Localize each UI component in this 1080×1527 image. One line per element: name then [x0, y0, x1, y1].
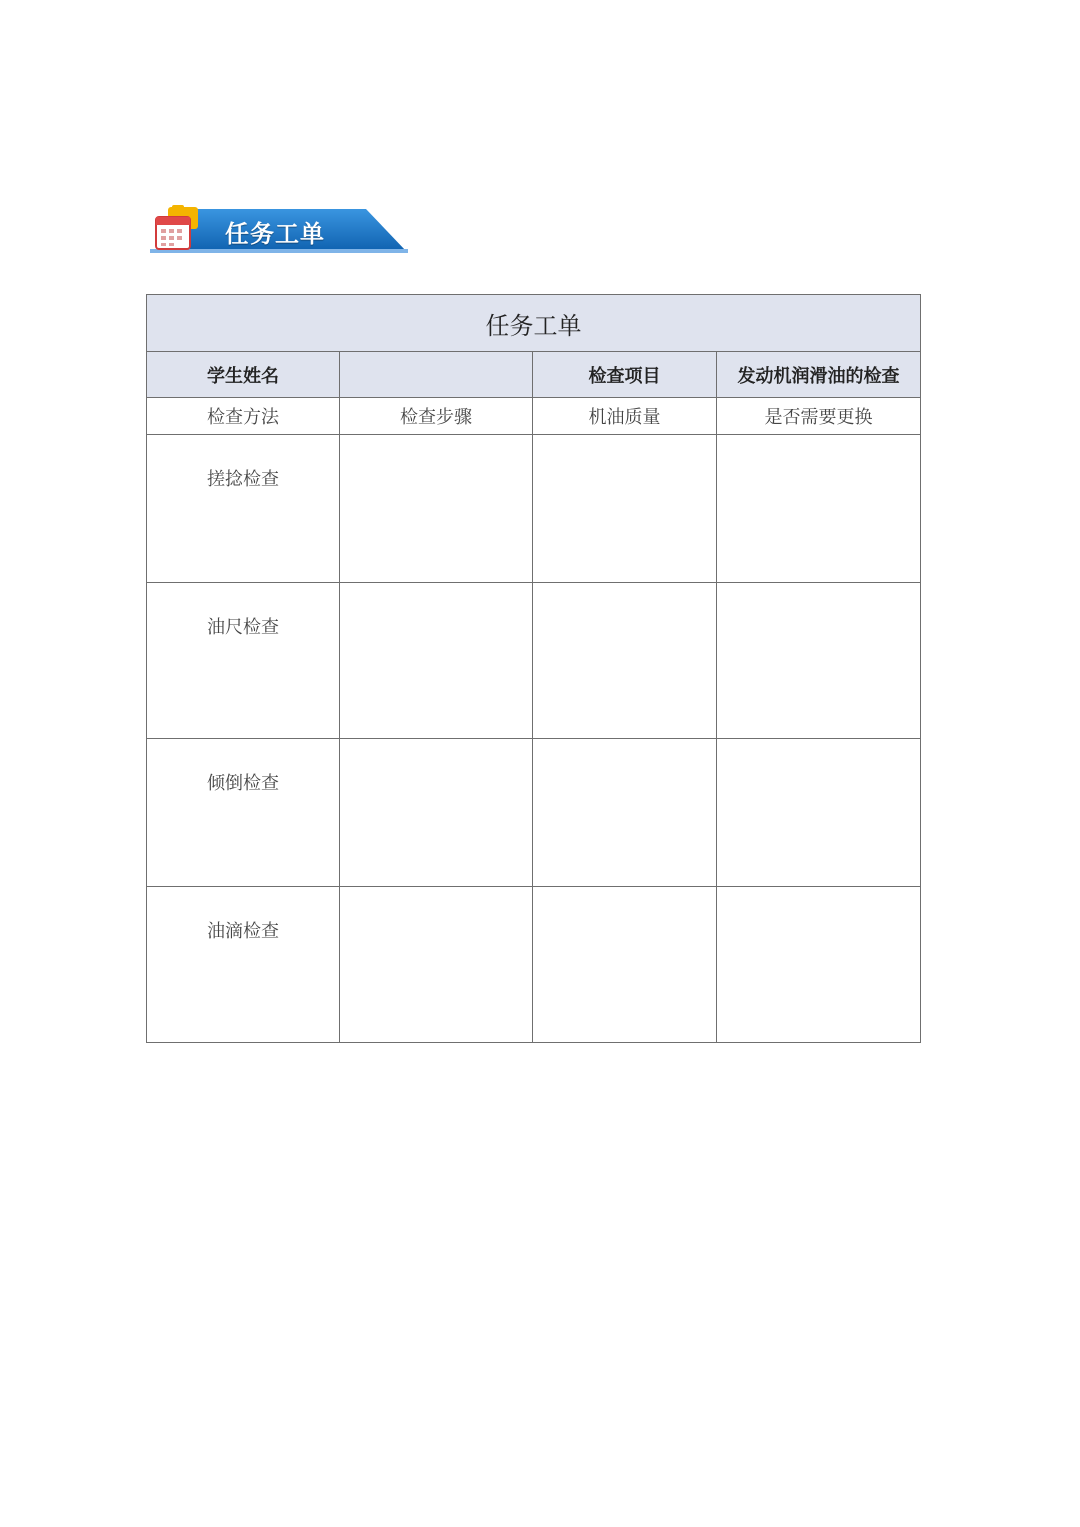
column-header-replace: 是否需要更换 [717, 398, 921, 435]
quality-cell[interactable] [533, 739, 717, 887]
column-header-row [147, 398, 921, 435]
method-cell: 油滴检查 [147, 887, 340, 1043]
replace-cell[interactable] [717, 583, 921, 739]
column-header-steps: 检查步骤 [340, 398, 533, 435]
section-banner [150, 205, 408, 255]
quality-cell[interactable] [533, 887, 717, 1043]
inspection-item-value: 发动机润滑油的检查 [717, 352, 921, 398]
worksheet-header-row [147, 352, 921, 398]
banner-title: 任务工单 [225, 220, 325, 248]
student-name-field[interactable] [340, 352, 533, 398]
student-name-label: 学生姓名 [147, 352, 340, 398]
steps-cell[interactable] [340, 583, 533, 739]
replace-cell[interactable] [717, 739, 921, 887]
column-header-method: 检查方法 [147, 398, 340, 435]
method-cell: 搓捻检查 [147, 435, 340, 583]
column-header-quality: 机油质量 [533, 398, 717, 435]
table-row [147, 583, 921, 739]
quality-cell[interactable] [533, 583, 717, 739]
worksheet-title-row [147, 295, 921, 352]
method-cell: 倾倒检查 [147, 739, 340, 887]
worksheet-title: 任务工单 [147, 295, 921, 352]
steps-cell[interactable] [340, 435, 533, 583]
steps-cell[interactable] [340, 739, 533, 887]
table-row [147, 887, 921, 1043]
calendar-folder-icon [154, 205, 204, 257]
table-row [147, 435, 921, 583]
inspection-item-label: 检查项目 [533, 352, 717, 398]
replace-cell[interactable] [717, 887, 921, 1043]
method-cell: 油尺检查 [147, 583, 340, 739]
task-worksheet-table [146, 294, 921, 1043]
quality-cell[interactable] [533, 435, 717, 583]
steps-cell[interactable] [340, 887, 533, 1043]
replace-cell[interactable] [717, 435, 921, 583]
table-row [147, 739, 921, 887]
